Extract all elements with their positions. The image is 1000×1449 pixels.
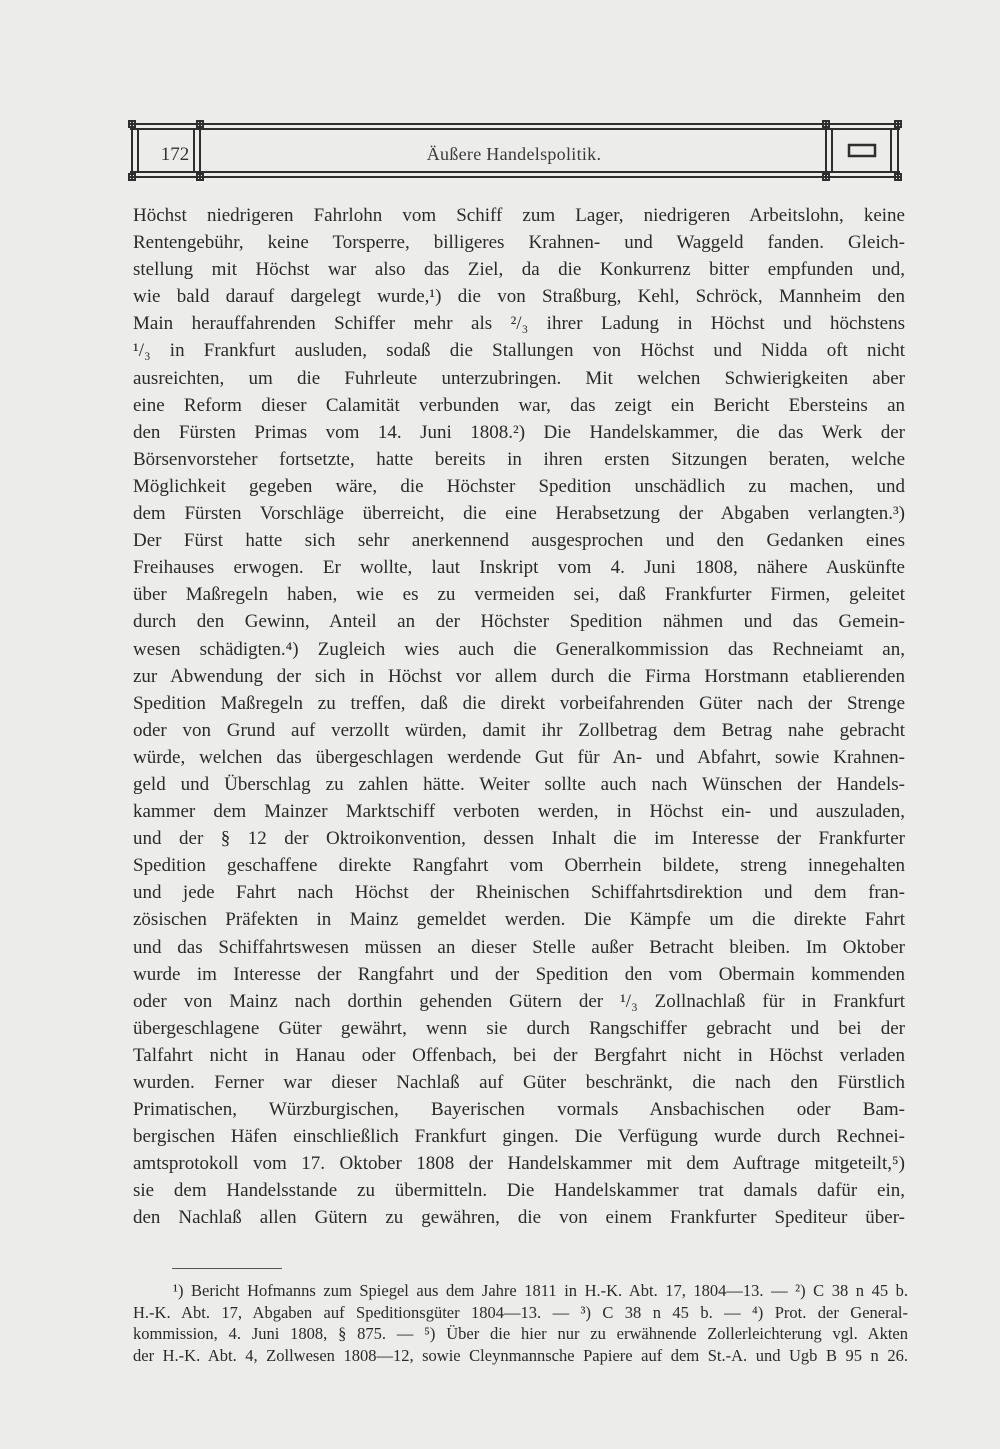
body-line: zösischen Präfekten in Mainz gemeldet werden. Die Kämpfe um die direkte Fahrt	[133, 909, 905, 931]
body-line: oder von Mainz nach dorthin gehenden Gütern der ¹/₃ Zollnachlaß für in Frankfurt	[133, 990, 905, 1012]
footnote-line: der H.-K. Abt. 4, Zollwesen 1808—12, sowie Cleynmannsche Papiere auf dem St.-A. und Ugb B 95 n 26.	[133, 1345, 908, 1365]
body-line: Talfahrt nicht in Hanau oder Offenbach, bei der Bergfahrt nicht in Höchst verladen	[133, 1044, 905, 1066]
running-title: Äußere Handelspolitik.	[426, 144, 602, 164]
body-line: ¹/₃ in Frankfurt ausluden, sodaß die Stallungen von Höchst und Nidda oft nicht	[133, 340, 905, 362]
body-line: würde, welchen das übergeschlagen werdende Gut für An- und Abfahrt, sowie Krahnen-	[133, 746, 905, 768]
page-number: 172	[160, 144, 190, 165]
body-line: amtsprotokoll vom 17. Oktober 1808 der Handelskammer mit dem Auftrage mitgeteilt,⁵)	[133, 1153, 905, 1175]
body-line: und jede Fahrt nach Höchst der Rheinischen Schiffahrtsdirektion und dem fran-	[133, 882, 905, 904]
body-line: kammer dem Mainzer Marktschiff verboten werden, in Höchst ein- und auszuladen,	[133, 801, 905, 823]
footnote-line: kommission, 4. Juni 1808, § 875. — ⁵) Über die hier nur zu erwähnende Zollerleichterung vgl. Akten	[133, 1324, 908, 1343]
body-line: Freihauses erwogen. Er wollte, laut Inskript vom 4. Juni 1808, nähere Auskünfte	[133, 557, 905, 579]
body-line: wie bald darauf dargelegt wurde,¹) die von Straßburg, Kehl, Schröck, Mannheim den	[133, 286, 905, 308]
body-line: und das Schiffahrtswesen müssen an dieser Stelle außer Betracht bleiben. Im Oktober	[133, 936, 905, 958]
body-line: über Maßregeln haben, wie es zu vermeiden sei, daß Frankfurter Firmen, geleitet	[133, 584, 905, 606]
body-line: Rentengebühr, keine Torsperre, billigeres Krahnen- und Waggeld fanden. Gleich-	[133, 232, 905, 254]
body-line: Möglichkeit gegeben wäre, die Höchster Spedition unschädlich zu machen, und	[133, 475, 905, 497]
body-line: Börsenvorsteher fortsetzte, hatte bereits in ihren ersten Sitzungen beraten, welche	[133, 448, 905, 470]
footnote-line: H.-K. Abt. 17, Abgaben auf Speditionsgüter 1804—13. — ³) C 38 n 45 b. — ⁴) Prot. der General-	[133, 1302, 908, 1322]
body-line: Spedition Maßregeln zu treffen, daß die direkt vorbeifahrenden Güter nach der Strenge	[133, 692, 905, 714]
body-line: dem Fürsten Vorschläge überreicht, die eine Herabsetzung der Abgaben verlangten.³)	[133, 503, 905, 525]
body-text	[133, 202, 905, 1232]
body-line: stellung mit Höchst war also das Ziel, da die Konkurrenz bitter empfunden und,	[133, 259, 905, 281]
body-line: zur Abwendung der sich in Höchst vor allem durch die Firma Horstmann etablierenden	[133, 665, 905, 687]
body-line: geld und Überschlag zu zahlen hätte. Weiter sollte auch nach Wünschen der Handels-	[133, 773, 905, 795]
body-line: wurden. Ferner war dieser Nachlaß auf Güter beschränkt, die nach den Fürstlich	[133, 1072, 905, 1093]
body-line: durch den Gewinn, Anteil an der Höchster Spedition nähmen und das Gemein-	[133, 611, 905, 633]
body-line: Spedition geschaffene direkte Rangfahrt vom Oberrhein bildete, streng innegehalten	[133, 855, 905, 877]
body-line: Primatischen, Würzburgischen, Bayerischen vormals Ansbachischen oder Bam-	[133, 1099, 905, 1121]
body-line: und der § 12 der Oktroikonvention, dessen Inhalt die im Interesse der Frankfurter	[133, 828, 905, 850]
body-line: Höchst niedrigeren Fahrlohn vom Schiff zum Lager, niedrigeren Arbeitslohn, keine	[133, 205, 905, 226]
footnote-separator	[172, 1268, 282, 1269]
body-line: wesen schädigten.⁴) Zugleich wies auch die Generalkommission das Rechneiamt an,	[133, 638, 905, 660]
body-line: den Fürsten Primas vom 14. Juni 1808.²) Die Handelskammer, die das Werk der	[133, 421, 905, 443]
page-header	[128, 120, 903, 182]
body-line: eine Reform dieser Calamität verbunden war, das zeigt ein Bericht Ebersteins an	[133, 394, 905, 416]
footnote-line: ¹) Bericht Hofmanns zum Spiegel aus dem Jahre 1811 in H.-K. Abt. 17, 1804—13. — ²) C 38 n 45 b.	[173, 1281, 908, 1300]
body-line: Der Fürst hatte sich sehr anerkennend ausgesprochen und den Gedanken eines	[133, 530, 905, 552]
body-line: den Nachlaß allen Gütern zu gewähren, die von einem Frankfurter Spediteur über-	[133, 1207, 905, 1229]
body-line: ausreichten, um die Fuhrleute unterzubringen. Mit welchen Schwierigkeiten aber	[133, 367, 905, 389]
body-line: übergeschlagene Güter gewährt, wenn sie durch Rangschiffer gebracht und bei der	[133, 1017, 905, 1039]
body-line: bergischen Häfen einschließlich Frankfurt gingen. Die Verfügung wurde durch Rechnei-	[133, 1126, 905, 1148]
footnotes	[133, 1280, 908, 1366]
body-line: oder von Grund auf verzollt würden, damit ihr Zollbetrag dem Betrag nahe gebracht	[133, 719, 905, 741]
body-line: Main herauffahrenden Schiffer mehr als ²/₃ ihrer Ladung in Höchst und höchstens	[133, 313, 905, 335]
body-line: sie dem Handelsstande zu übermitteln. Die Handelskammer trat damals dafür ein,	[133, 1180, 905, 1202]
body-line: wurde im Interesse der Rangfahrt und der Spedition den vom Obermain kommenden	[133, 963, 905, 985]
